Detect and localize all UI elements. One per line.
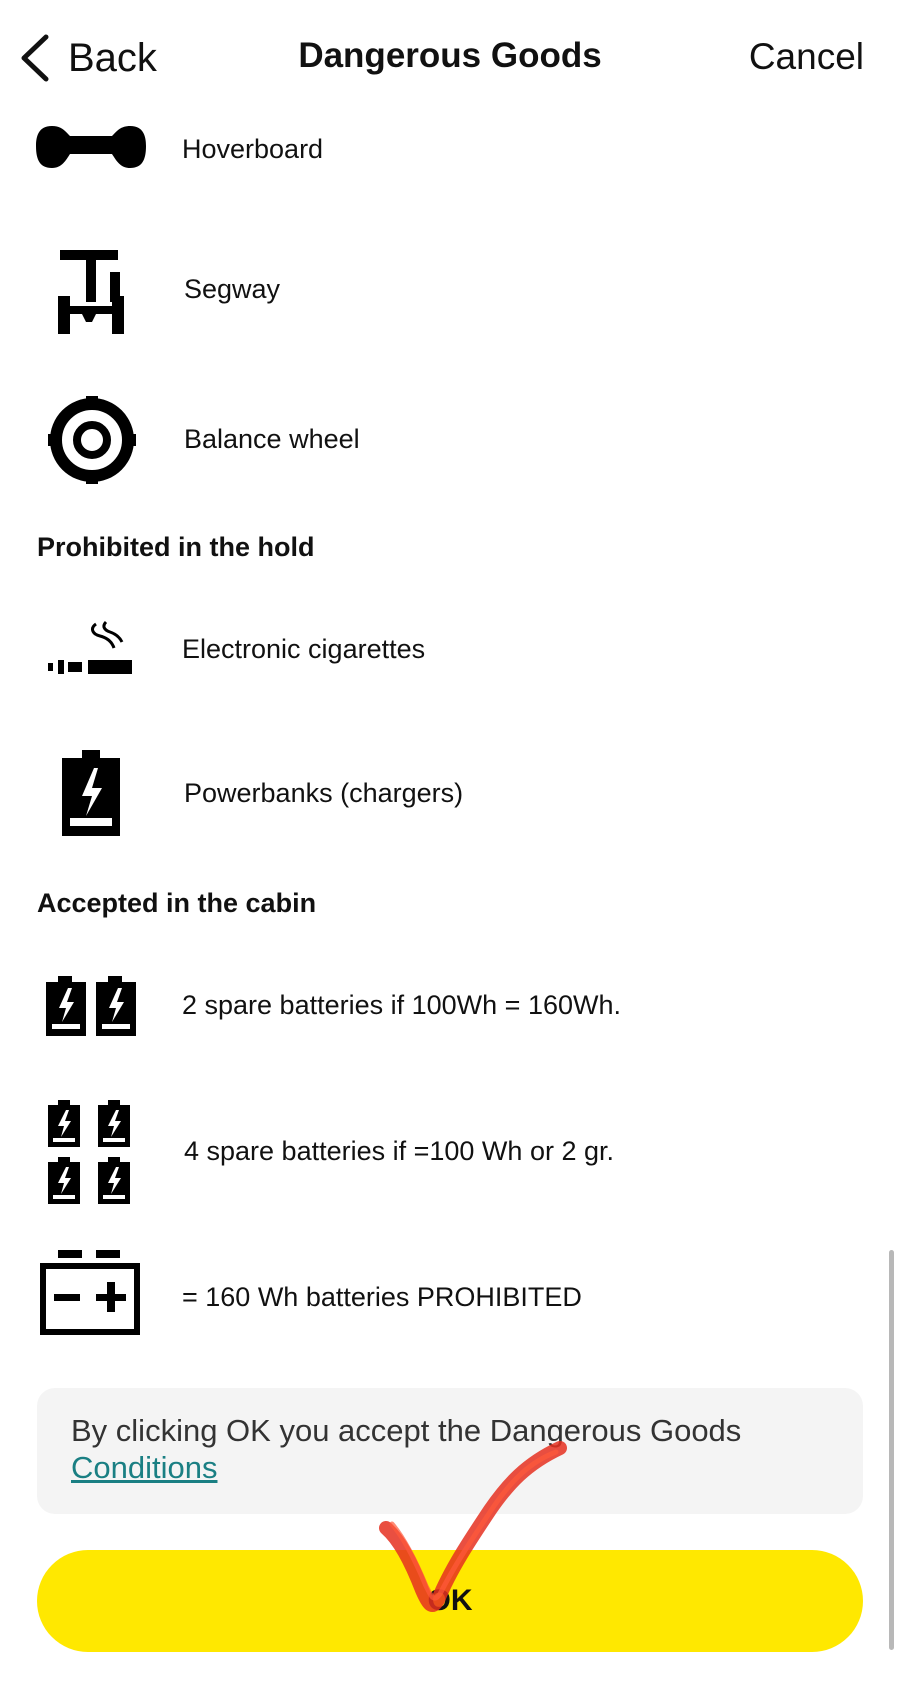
list-item-label: Electronic cigarettes <box>182 634 426 664</box>
list-item-label: Powerbanks (chargers) <box>184 778 464 808</box>
notice-text: By clicking OK you accept the Dangerous Goods <box>71 1413 742 1448</box>
list-item <box>0 966 880 1046</box>
list-item <box>0 1096 880 1208</box>
two-batteries-icon <box>46 976 138 1036</box>
list-item <box>0 1246 880 1346</box>
list-item-label: Segway <box>184 274 281 304</box>
balance-wheel-icon <box>48 396 136 484</box>
list-item <box>0 240 880 340</box>
powerbank-icon <box>60 750 122 838</box>
section-title-hold: Prohibited in the hold <box>37 532 315 562</box>
e-cigarette-icon <box>46 620 134 680</box>
list-item <box>0 610 880 690</box>
four-batteries-icon <box>48 1100 136 1204</box>
car-battery-icon <box>40 1250 140 1336</box>
list-item <box>0 390 880 490</box>
section-title-cabin: Accepted in the cabin <box>37 888 317 918</box>
list-item-label: Balance wheel <box>184 424 360 454</box>
list-item <box>0 746 880 842</box>
conditions-link[interactable]: Conditions <box>71 1450 218 1485</box>
list-item-label: 4 spare batteries if =100 Wh or 2 gr. <box>184 1136 614 1166</box>
hoverboard-icon <box>36 120 146 180</box>
list-item-label: = 160 Wh batteries PROHIBITED <box>182 1282 582 1312</box>
cancel-button[interactable]: Cancel <box>748 36 864 77</box>
list-item <box>0 110 880 190</box>
segway-icon <box>56 246 126 336</box>
list-item-label: 2 spare batteries if 100Wh = 160Wh. <box>182 990 621 1020</box>
scrollbar[interactable] <box>889 1250 894 1650</box>
page-title: Dangerous Goods <box>298 36 602 75</box>
conditions-notice <box>37 1388 863 1514</box>
top-bar <box>0 0 900 120</box>
ok-button[interactable] <box>37 1550 863 1652</box>
ok-label: OK <box>427 1584 473 1617</box>
list-item-label: Hoverboard <box>182 134 324 164</box>
back-label: Back <box>68 35 157 80</box>
